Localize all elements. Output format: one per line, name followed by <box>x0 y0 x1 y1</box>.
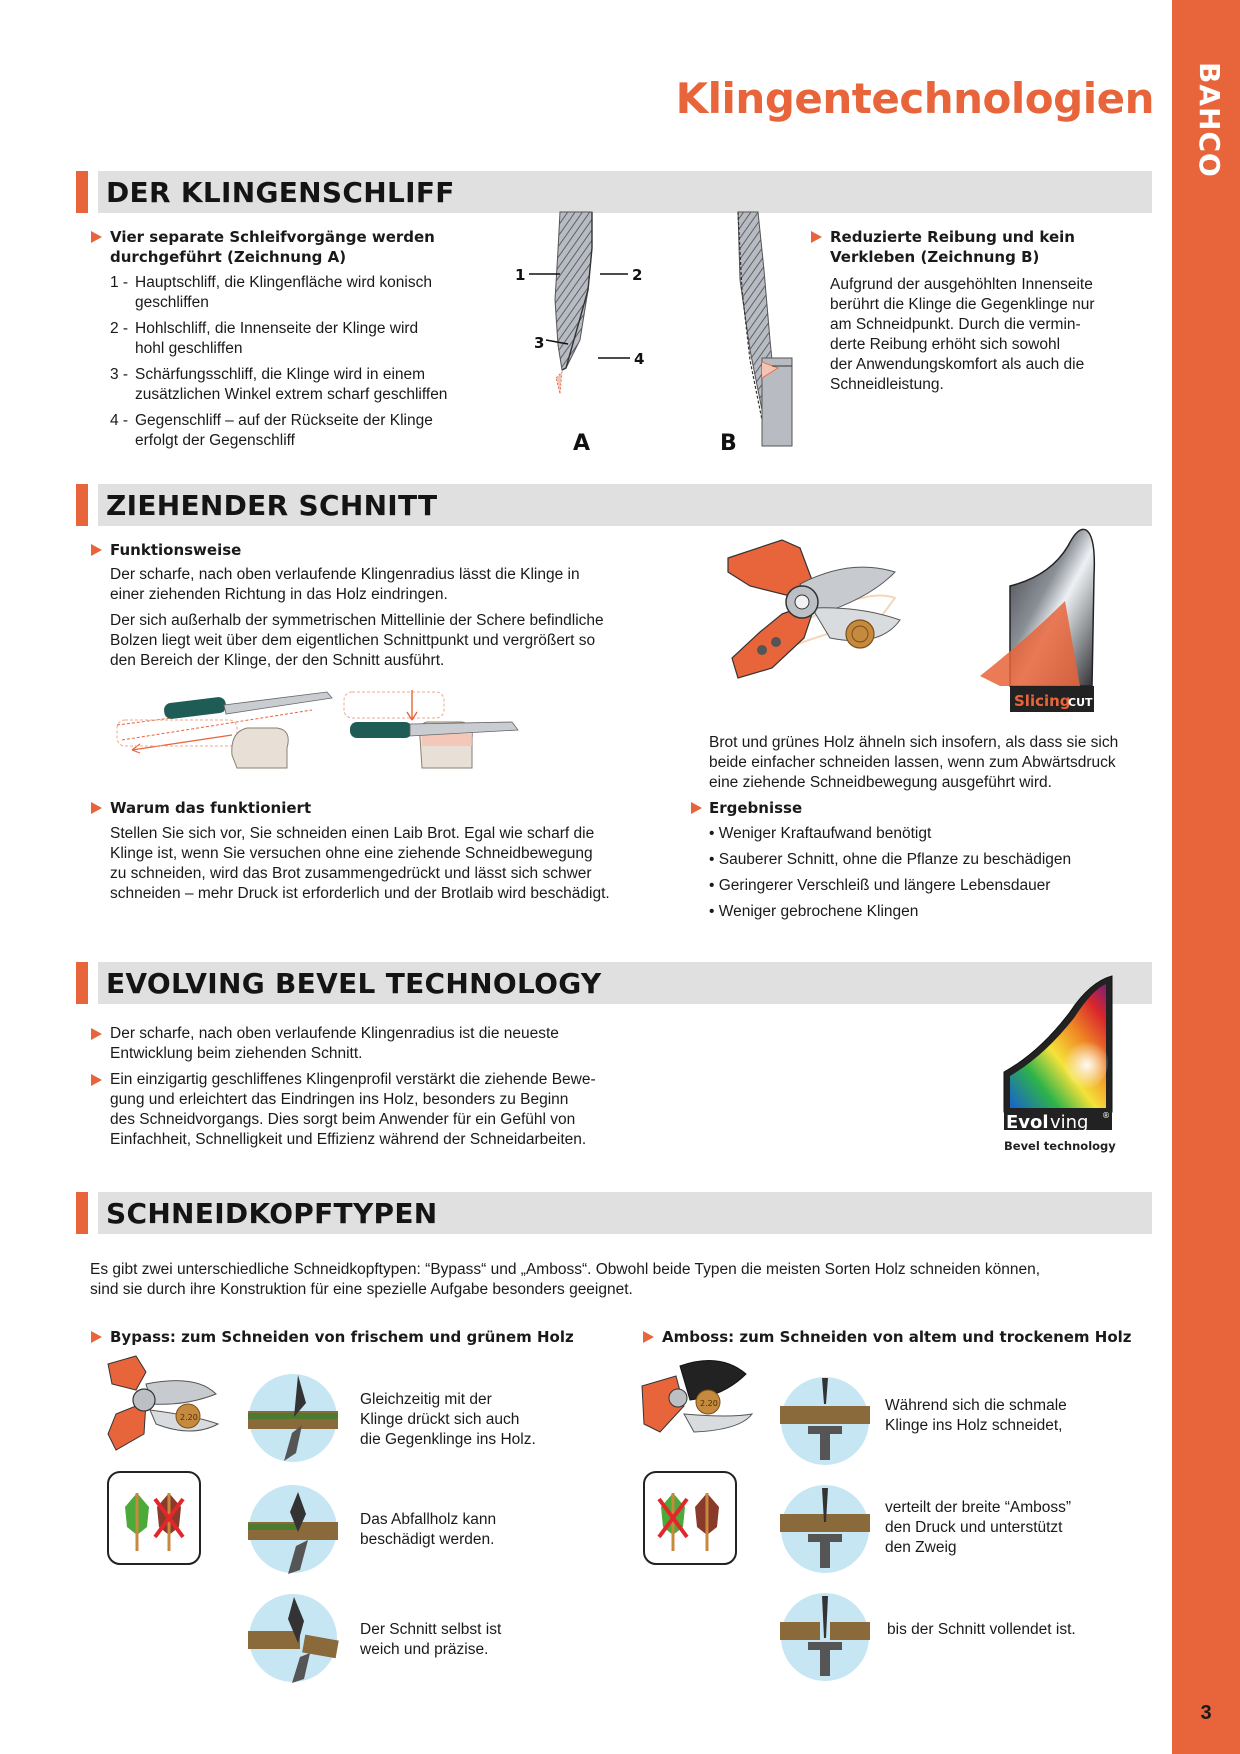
bypass-step1-icon <box>248 1373 338 1463</box>
arrow-bullet-icon <box>91 802 102 814</box>
page-title: Klingentechnologien <box>675 74 1154 123</box>
bypass-step-text: beschädigt werden. <box>360 1531 495 1548</box>
arrow-bullet-icon <box>91 231 102 243</box>
reibung-title-line1: Reduzierte Reibung und kein <box>830 228 1075 246</box>
amboss-shear-badge: 2.20 <box>700 1399 718 1408</box>
arrow-bullet-icon <box>91 1028 102 1040</box>
evolving-text-line: gung und erleichtert das Eindringen ins Holz, besonders zu Beginn <box>110 1091 569 1108</box>
warum-text-line: Stellen Sie sich vor, Sie schneiden einen Laib Brot. Egal wie scharf die <box>110 825 595 842</box>
evolving-text-line: des Schneidvorgangs. Dies sorgt beim Anwender für ein Gefühl von <box>110 1111 576 1128</box>
diagram-label-2: 2 <box>632 266 643 284</box>
arrow-bullet-icon <box>691 802 702 814</box>
step-text-line1: Gegenschliff – auf der Rückseite der Klinge <box>135 412 433 429</box>
section-accent <box>76 962 88 1004</box>
reibung-text-line: am Schneidpunkt. Durch die vermin- <box>830 316 1081 333</box>
step-number: 1 - <box>110 274 129 291</box>
bypass-step-text: die Gegenklinge ins Holz. <box>360 1431 536 1448</box>
diagram-label-b: B <box>720 431 737 456</box>
section-title: EVOLVING BEVEL TECHNOLOGY <box>106 967 602 1000</box>
step-text-line1: Hauptschliff, die Klingenfläche wird konisch <box>135 274 432 291</box>
diagram-label-4: 4 <box>634 350 645 368</box>
amboss-step1-icon <box>780 1376 870 1466</box>
arrow-bullet-icon <box>811 231 822 243</box>
reibung-text-line: derte Reibung erhöht sich sowohl <box>830 336 1061 353</box>
diagram-label-1: 1 <box>515 266 526 284</box>
blade-a-drawing <box>555 212 592 394</box>
evolving-logo-text-b: ving <box>1050 1112 1089 1133</box>
section-accent <box>76 484 88 526</box>
evolving-logo-text-a: Evol <box>1006 1112 1049 1133</box>
step-text-line1: Hohlschliff, die Innenseite der Klinge wird <box>135 320 419 337</box>
bypass-shear-icon <box>106 1354 246 1454</box>
reibung-text-line: Schneidleistung. <box>830 376 944 393</box>
bypass-step3-icon <box>248 1593 338 1683</box>
brand-stripe <box>1172 0 1240 1754</box>
brot-text-line: beide einfacher schneiden lassen, wenn zum Abwärtsdruck <box>709 754 1116 771</box>
evolving-text-line: Ein einzigartig geschliffenes Klingenprofil verstärkt die ziehende Bewe- <box>110 1071 596 1088</box>
pruning-shear-illustration <box>720 528 910 698</box>
section-header-evolving <box>76 962 1152 1004</box>
amboss-step-text: den Zweig <box>885 1539 957 1556</box>
bread-cut-illustration <box>112 680 532 775</box>
section-accent <box>76 171 88 213</box>
arrow-bullet-icon <box>91 544 102 556</box>
step-text-line2: hohl geschliffen <box>135 340 243 357</box>
bypass-step-text: Klinge drückt sich auch <box>360 1411 520 1428</box>
page-number: 3 <box>1200 1702 1212 1724</box>
arrow-bullet-icon <box>91 1331 102 1343</box>
brand-name: BAHCO <box>1193 62 1226 178</box>
ergebnisse-item: • Weniger Kraftaufwand benötigt <box>709 825 932 842</box>
funktion-text-line: den Bereich der Klinge, der den Schnitt ausführt. <box>110 652 445 669</box>
step-text-line2: zusätzlichen Winkel extrem scharf geschliffen <box>135 386 448 403</box>
section-header-klingenschliff <box>76 171 1152 213</box>
ergebnisse-title: Ergebnisse <box>709 799 803 817</box>
evolving-logo-registered: ® <box>1102 1111 1110 1120</box>
section-title: ZIEHENDER SCHNITT <box>106 489 438 522</box>
amboss-step-text: den Druck und unterstützt <box>885 1519 1063 1536</box>
evolving-text-line: Entwicklung beim ziehenden Schnitt. <box>110 1045 363 1062</box>
step-text-line1: Schärfungsschliff, die Klinge wird in einem <box>135 366 426 383</box>
ergebnisse-item: • Geringerer Verschleiß und längere Lebensdauer <box>709 877 1051 894</box>
intro-title-line1: Vier separate Schleifvorgänge werden <box>110 228 435 246</box>
leaves-green-box <box>107 1471 203 1567</box>
ergebnisse-item: • Sauberer Schnitt, ohne die Pflanze zu beschädigen <box>709 851 1072 868</box>
brot-text-line: Brot und grünes Holz ähneln sich insofern, als dass sie sich <box>709 734 1119 751</box>
step-number: 2 - <box>110 320 129 337</box>
amboss-shear-icon <box>640 1356 780 1456</box>
funktion-text-line: Bolzen liegt weit über dem eigentlichen Schnittpunkt und vergrößert so <box>110 632 596 649</box>
funktion-title: Funktionsweise <box>110 541 242 559</box>
step-text-line2: erfolgt der Gegenschliff <box>135 432 295 449</box>
reibung-title-line2: Verkleben (Zeichnung B) <box>830 248 1040 266</box>
bypass-step-text: Das Abfallholz kann <box>360 1511 497 1528</box>
amboss-title: Amboss: zum Schneiden von altem und trockenem Holz <box>662 1328 1132 1346</box>
funktion-text-line: Der sich außerhalb der symmetrischen Mittellinie der Schere befindliche <box>110 612 604 629</box>
step-text-line2: geschliffen <box>135 294 209 311</box>
warum-text-line: zu schneiden, wird das Brot zusammengedrückt und lässt sich schwer <box>110 865 592 882</box>
arrow-bullet-icon <box>91 1074 102 1086</box>
slicing-cut-logo <box>970 526 1120 716</box>
pulling-cut-drawing <box>117 692 332 768</box>
funktion-text-line: Der scharfe, nach oben verlaufende Klingenradius lässt die Klinge in <box>110 566 580 583</box>
evolving-logo-subtitle: Bevel technology <box>1004 1139 1116 1153</box>
reibung-text-line: der Anwendungskomfort als auch die <box>830 356 1085 373</box>
diagram-label-a: A <box>573 431 591 456</box>
warum-text-line: schneiden – mehr Druck ist erforderlich und der Brotlaib wird beschädigt. <box>110 885 610 902</box>
brand-logo <box>1188 62 1228 202</box>
section-title: SCHNEIDKOPFTYPEN <box>106 1197 438 1230</box>
step-number: 4 - <box>110 412 129 429</box>
evolving-logo <box>1000 972 1125 1162</box>
leaves-dry-box <box>643 1471 739 1567</box>
ergebnisse-item: • Weniger gebrochene Klingen <box>709 903 919 920</box>
section-header-schneidkopftypen <box>76 1192 1152 1234</box>
step-number: 3 - <box>110 366 129 383</box>
intro-title-line2: durchgeführt (Zeichnung A) <box>110 248 347 266</box>
brot-text-line: eine ziehende Schneidbewegung ausgeführt wird. <box>709 774 1052 791</box>
amboss-step-text: Klinge ins Holz schneidet, <box>885 1417 1063 1434</box>
blade-grind-diagram <box>510 210 800 460</box>
funktion-text-line: einer ziehenden Richtung in das Holz eindringen. <box>110 586 448 603</box>
slicing-logo-text-b: CUT <box>1068 696 1093 709</box>
amboss-step3-icon <box>780 1592 870 1682</box>
bypass-step2-icon <box>248 1484 338 1574</box>
section-header-ziehender-schnitt <box>76 484 1152 526</box>
bypass-shear-badge: 2.20 <box>180 1413 198 1422</box>
section-title: DER KLINGENSCHLIFF <box>106 176 455 209</box>
evolving-text-line: Der scharfe, nach oben verlaufende Klingenradius ist die neueste <box>110 1025 559 1042</box>
evolving-text-line: Einfachheit, Schnelligkeit und Effizienz während der Schneidarbeiten. <box>110 1131 587 1148</box>
bypass-step-text: Der Schnitt selbst ist <box>360 1621 502 1638</box>
reibung-text-line: berührt die Klinge die Gegenklinge nur <box>830 296 1095 313</box>
bypass-title: Bypass: zum Schneiden von frischem und grünem Holz <box>110 1328 574 1346</box>
pressing-cut-drawing <box>344 690 518 768</box>
warum-title: Warum das funktioniert <box>110 799 312 817</box>
diagram-label-3: 3 <box>534 334 545 352</box>
reibung-text-line: Aufgrund der ausgehöhlten Innenseite <box>830 276 1093 293</box>
blade-b-drawing <box>738 212 792 446</box>
bypass-step-text: Gleichzeitig mit der <box>360 1391 492 1408</box>
amboss-step-text: Während sich die schmale <box>885 1397 1067 1414</box>
amboss-step2-icon <box>780 1484 870 1574</box>
amboss-step-text: verteilt der breite “Amboss” <box>885 1499 1072 1516</box>
warum-text-line: Klinge ist, wenn Sie versuchen ohne eine ziehende Schneidbewegung <box>110 845 593 862</box>
bypass-step-text: weich und präzise. <box>360 1641 489 1658</box>
arrow-bullet-icon <box>643 1331 654 1343</box>
schneidkopf-intro-line: Es gibt zwei unterschiedliche Schneidkopftypen: “Bypass“ und „Amboss“. Obwohl beide Typen die meisten Sorten Holz schneiden können, <box>90 1261 1041 1278</box>
amboss-step-text: bis der Schnitt vollendet ist. <box>887 1621 1076 1638</box>
schneidkopf-intro-line: sind sie durch ihre Konstruktion für eine spezielle Aufgabe besonders geeignet. <box>90 1281 633 1298</box>
slicing-logo-text-a: Slicing <box>1014 692 1071 710</box>
section-accent <box>76 1192 88 1234</box>
